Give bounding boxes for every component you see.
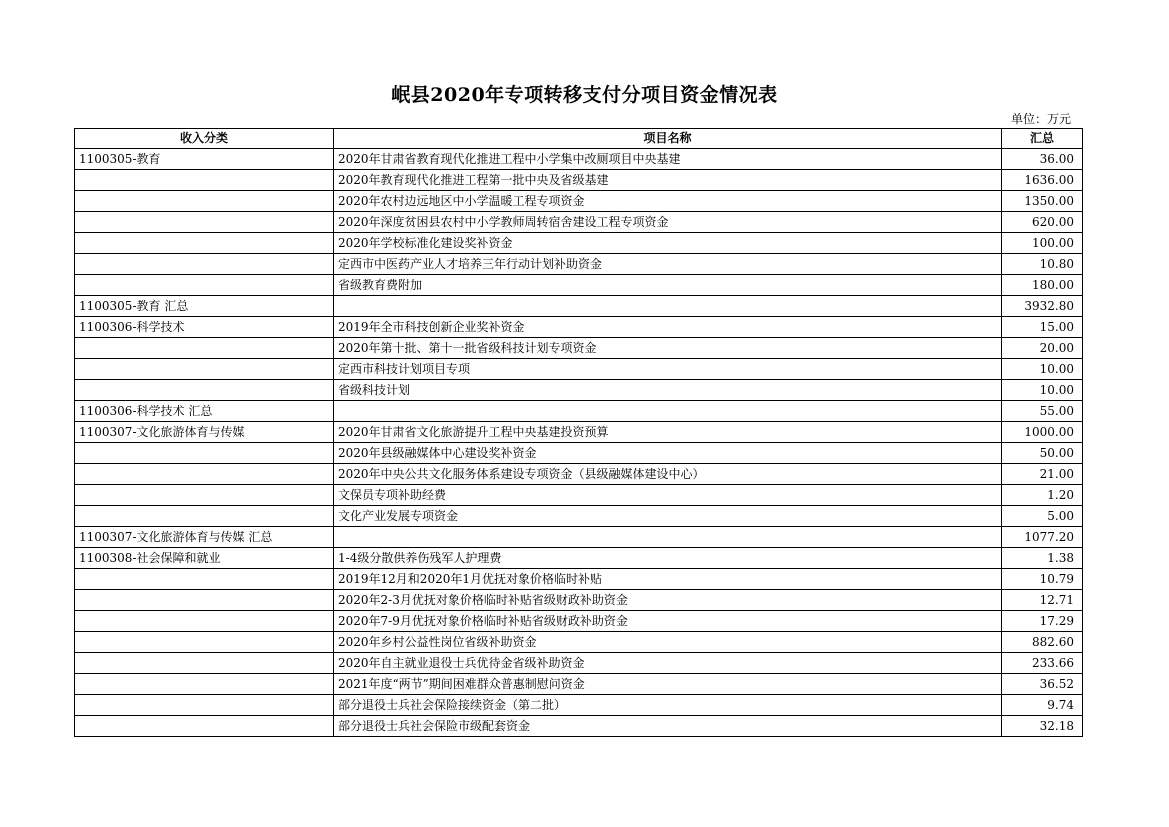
cell-category (75, 716, 334, 737)
cell-category: 1100307-文化旅游体育与传媒 (75, 422, 334, 443)
cell-category (75, 191, 334, 212)
cell-category (75, 611, 334, 632)
table-row (75, 401, 1083, 422)
cell-project: 部分退役士兵社会保险接续资金（第二批） (334, 695, 1002, 716)
table-row (75, 695, 1083, 716)
cell-amount: 36.00 (1002, 149, 1083, 170)
cell-project: 2020年乡村公益性岗位省级补助资金 (334, 632, 1002, 653)
cell-category: 1100305-教育 汇总 (75, 296, 334, 317)
cell-category (75, 359, 334, 380)
cell-amount: 1077.20 (1002, 527, 1083, 548)
cell-project: 1-4级分散供养伤残军人护理费 (334, 548, 1002, 569)
cell-category (75, 254, 334, 275)
cell-category (75, 338, 334, 359)
cell-category (75, 653, 334, 674)
cell-category (75, 380, 334, 401)
table-row (75, 653, 1083, 674)
cell-project (334, 527, 1002, 548)
table-row (75, 191, 1083, 212)
cell-category: 1100306-科学技术 (75, 317, 334, 338)
cell-project: 2020年学校标准化建设奖补资金 (334, 233, 1002, 254)
table-row (75, 464, 1083, 485)
table-row (75, 254, 1083, 275)
cell-amount: 100.00 (1002, 233, 1083, 254)
cell-project: 2020年甘肃省教育现代化推进工程中小学集中改厕项目中央基建 (334, 149, 1002, 170)
table-row (75, 359, 1083, 380)
cell-amount: 20.00 (1002, 338, 1083, 359)
table-row (75, 548, 1083, 569)
table-row (75, 590, 1083, 611)
table-row (75, 611, 1083, 632)
cell-amount: 1000.00 (1002, 422, 1083, 443)
cell-project: 文保员专项补助经费 (334, 485, 1002, 506)
cell-amount: 10.00 (1002, 380, 1083, 401)
cell-project: 文化产业发展专项资金 (334, 506, 1002, 527)
cell-amount: 10.79 (1002, 569, 1083, 590)
page-title: 岷县2020年专项转移支付分项目资金情况表 (391, 84, 778, 106)
cell-project: 2021年度“两节”期间困难群众普惠制慰问资金 (334, 674, 1002, 695)
cell-amount: 1.38 (1002, 548, 1083, 569)
cell-project: 2019年12月和2020年1月优抚对象价格临时补贴 (334, 569, 1002, 590)
cell-project: 省级科技计划 (334, 380, 1002, 401)
cell-amount: 9.74 (1002, 695, 1083, 716)
cell-project: 2020年7-9月优抚对象价格临时补贴省级财政补助资金 (334, 611, 1002, 632)
table-row (75, 212, 1083, 233)
cell-amount: 50.00 (1002, 443, 1083, 464)
cell-category (75, 464, 334, 485)
cell-project: 2020年农村边远地区中小学温暖工程专项资金 (334, 191, 1002, 212)
table-header-row (75, 129, 1083, 149)
table-row (75, 485, 1083, 506)
cell-amount: 10.80 (1002, 254, 1083, 275)
cell-category (75, 590, 334, 611)
cell-amount: 1636.00 (1002, 170, 1083, 191)
cell-category (75, 632, 334, 653)
table-row (75, 317, 1083, 338)
header-amount: 汇总 (1002, 129, 1083, 149)
cell-project: 2020年2-3月优抚对象价格临时补贴省级财政补助资金 (334, 590, 1002, 611)
cell-project (334, 401, 1002, 422)
cell-amount: 21.00 (1002, 464, 1083, 485)
table-row (75, 632, 1083, 653)
cell-amount: 180.00 (1002, 275, 1083, 296)
table-row (75, 338, 1083, 359)
cell-category (75, 485, 334, 506)
cell-category: 1100307-文化旅游体育与传媒 汇总 (75, 527, 334, 548)
table-row (75, 380, 1083, 401)
cell-category (75, 275, 334, 296)
table-row (75, 527, 1083, 548)
cell-project: 2020年县级融媒体中心建设奖补资金 (334, 443, 1002, 464)
cell-category (75, 233, 334, 254)
header-project: 项目名称 (334, 129, 1002, 149)
cell-project: 2020年第十批、第十一批省级科技计划专项资金 (334, 338, 1002, 359)
cell-amount: 3932.80 (1002, 296, 1083, 317)
cell-category (75, 170, 334, 191)
cell-project (334, 296, 1002, 317)
funds-table (74, 128, 1083, 737)
cell-category (75, 506, 334, 527)
cell-amount: 233.66 (1002, 653, 1083, 674)
table-row (75, 275, 1083, 296)
table-row (75, 170, 1083, 191)
table-row (75, 674, 1083, 695)
cell-category: 1100308-社会保障和就业 (75, 548, 334, 569)
cell-project: 2020年深度贫困县农村中小学教师周转宿舍建设工程专项资金 (334, 212, 1002, 233)
table-body (75, 149, 1083, 737)
cell-project: 2019年全市科技创新企业奖补资金 (334, 317, 1002, 338)
table-row (75, 422, 1083, 443)
table-row (75, 443, 1083, 464)
cell-project: 省级教育费附加 (334, 275, 1002, 296)
cell-amount: 36.52 (1002, 674, 1083, 695)
table-row (75, 296, 1083, 317)
cell-amount: 55.00 (1002, 401, 1083, 422)
cell-project: 2020年中央公共文化服务体系建设专项资金（县级融媒体建设中心） (334, 464, 1002, 485)
cell-project: 2020年自主就业退役士兵优待金省级补助资金 (334, 653, 1002, 674)
cell-amount: 620.00 (1002, 212, 1083, 233)
cell-amount: 32.18 (1002, 716, 1083, 737)
cell-category (75, 212, 334, 233)
cell-category (75, 569, 334, 590)
cell-amount: 882.60 (1002, 632, 1083, 653)
unit-label: 单位：万元 (1010, 112, 1071, 126)
header-category: 收入分类 (75, 129, 334, 149)
cell-amount: 1350.00 (1002, 191, 1083, 212)
cell-project: 定西市中医药产业人才培养三年行动计划补助资金 (334, 254, 1002, 275)
table-row (75, 149, 1083, 170)
table-row (75, 506, 1083, 527)
cell-project: 2020年甘肃省文化旅游提升工程中央基建投资预算 (334, 422, 1002, 443)
cell-category (75, 443, 334, 464)
cell-amount: 10.00 (1002, 359, 1083, 380)
cell-category (75, 695, 334, 716)
cell-project: 定西市科技计划项目专项 (334, 359, 1002, 380)
table-row (75, 569, 1083, 590)
cell-category: 1100306-科学技术 汇总 (75, 401, 334, 422)
cell-amount: 1.20 (1002, 485, 1083, 506)
table-row (75, 233, 1083, 254)
cell-project: 部分退役士兵社会保险市级配套资金 (334, 716, 1002, 737)
cell-category (75, 674, 334, 695)
cell-project: 2020年教育现代化推进工程第一批中央及省级基建 (334, 170, 1002, 191)
cell-amount: 12.71 (1002, 590, 1083, 611)
cell-amount: 17.29 (1002, 611, 1083, 632)
cell-amount: 15.00 (1002, 317, 1083, 338)
table-row (75, 716, 1083, 737)
cell-category: 1100305-教育 (75, 149, 334, 170)
cell-amount: 5.00 (1002, 506, 1083, 527)
